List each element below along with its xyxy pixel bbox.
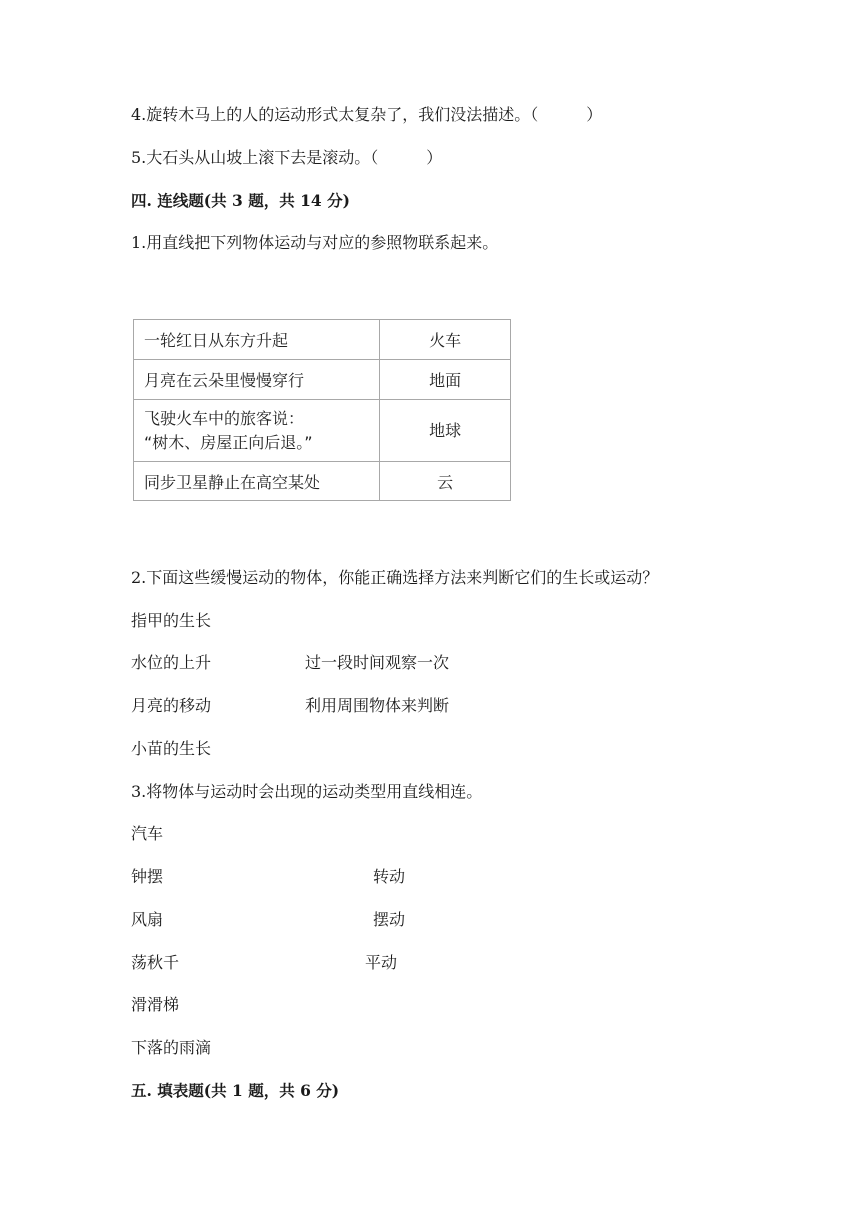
- q3-right-item: 平动: [365, 953, 398, 972]
- q2-left-item: 指甲的生长: [131, 611, 212, 630]
- table-cell-left: 月亮在云朵里慢慢穿行: [134, 360, 380, 400]
- section-4-heading: 四. 连线题(共 3 题，共 14 分): [131, 191, 350, 210]
- q4-3-text: 3.将物体与运动时会出现的运动类型用直线相连。: [131, 782, 483, 801]
- table-cell-right: 地球: [380, 400, 511, 462]
- q3-right-item: 摆动: [373, 910, 406, 929]
- q2-left-item: 小苗的生长: [131, 739, 212, 758]
- table-cell-right: 云: [380, 462, 511, 501]
- table-cell-line: 飞驶火车中的旅客说：: [144, 408, 305, 428]
- question-5: 5.大石头从山坡上滚下去是滚动。（ ）: [131, 148, 443, 167]
- q3-left-item: 汽车: [131, 824, 164, 843]
- q2-left-item: 月亮的移动: [131, 696, 212, 715]
- q3-left-item: 下落的雨滴: [131, 1038, 212, 1057]
- table-cell-line: “树木、房屋正向后退。”: [144, 432, 313, 452]
- q3-left-item: 荡秋千: [131, 953, 180, 972]
- q3-right-item: 转动: [373, 867, 406, 886]
- q3-left-item: 钟摆: [131, 867, 164, 886]
- section-5-heading: 五. 填表题(共 1 题，共 6 分): [131, 1081, 340, 1100]
- q4-1-text: 1.用直线把下列物体运动与对应的参照物联系起来。: [131, 233, 499, 252]
- table-row: [134, 462, 511, 501]
- q2-right-item: 利用周围物体来判断: [305, 696, 450, 715]
- table-cell-left: [134, 400, 380, 462]
- question-4: 4.旋转木马上的人的运动形式太复杂了，我们没法描述。（ ）: [131, 105, 603, 124]
- table-cell-right: 火车: [380, 320, 511, 360]
- table-row: [134, 400, 511, 462]
- table-cell-right: 地面: [380, 360, 511, 400]
- reference-frame-table: [133, 319, 511, 501]
- table-row: [134, 360, 511, 400]
- table-cell-left: 一轮红日从东方升起: [134, 320, 380, 360]
- table-row: [134, 320, 511, 360]
- q4-2-text: 2.下面这些缓慢运动的物体，你能正确选择方法来判断它们的生长或运动？: [131, 568, 659, 587]
- q3-left-item: 风扇: [131, 910, 164, 929]
- q2-left-item: 水位的上升: [131, 653, 212, 672]
- q3-left-item: 滑滑梯: [131, 995, 180, 1014]
- table-cell-left: 同步卫星静止在高空某处: [134, 462, 380, 501]
- q2-right-item: 过一段时间观察一次: [305, 653, 450, 672]
